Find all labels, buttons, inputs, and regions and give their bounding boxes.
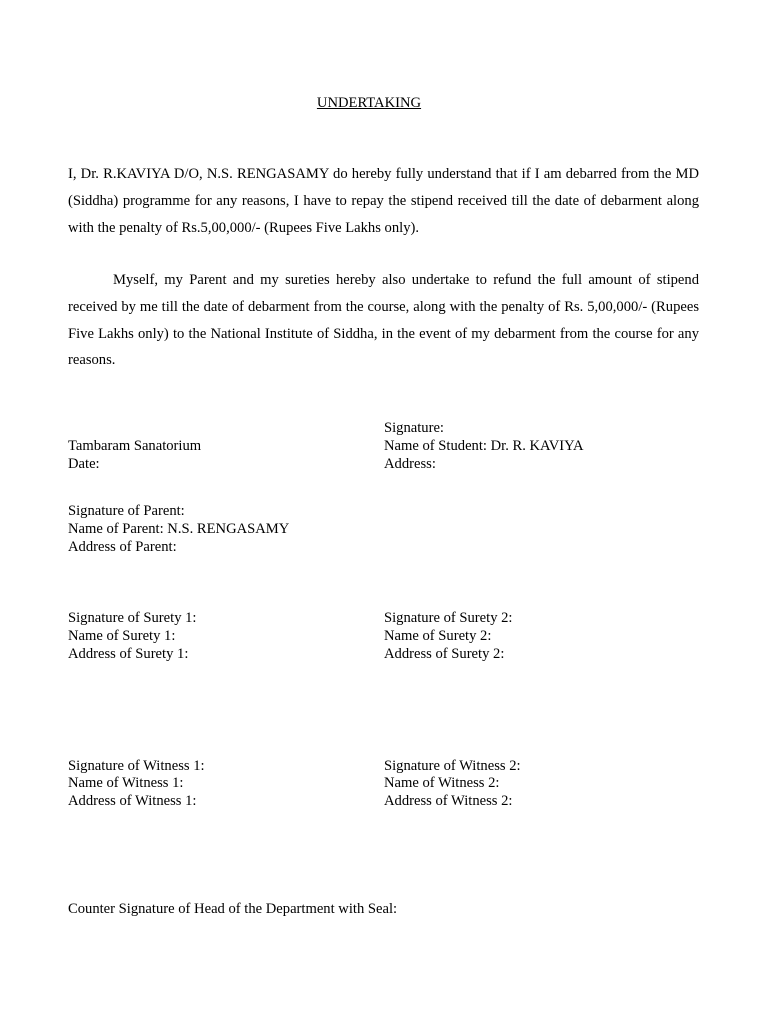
student-name-line: Name of Student: Dr. R. KAVIYA [384, 438, 584, 454]
surety-1-signature-label: Signature of Surety 1: [68, 610, 197, 626]
witness-2-name-label: Name of Witness 2: [384, 775, 500, 791]
parent-address-label: Address of Parent: [68, 539, 177, 555]
witness-2-signature-label: Signature of Witness 2: [384, 758, 521, 774]
undertaking-paragraph-1: I, Dr. R.KAVIYA D/O, N.S. RENGASAMY do hereby fully understand that if I am debarred from the MD (Siddha) programme for any reasons, I have to repay the stipend received till the date of debarment along with the penalty of Rs.5,00,000/- (Rupees Five Lakhs only). [68, 166, 699, 236]
witness-1-signature-label: Signature of Witness 1: [68, 758, 205, 774]
undertaking-paragraph-2: Myself, my Parent and my sureties hereby also undertake to refund the full amount of stipend received by me till the date of debarment from the course, along with the penalty of Rs. 5,00,000/- (Rupees Five Lakhs only) to the National Institute of Siddha, in the event of my debarment from the course for any reasons. [68, 272, 699, 369]
witness-2-address-label: Address of Witness 2: [384, 793, 513, 809]
student-signature-label: Signature: [384, 420, 444, 436]
surety-1-name-label: Name of Surety 1: [68, 628, 176, 644]
parent-name-line: Name of Parent: N.S. RENGASAMY [68, 521, 290, 537]
witness-1-name-label: Name of Witness 1: [68, 775, 184, 791]
witness-1-address-label: Address of Witness 1: [68, 793, 197, 809]
surety-1-address-label: Address of Surety 1: [68, 646, 189, 662]
document-title: UNDERTAKING [316, 95, 422, 111]
date-label: Date: [68, 456, 100, 472]
parent-signature-label: Signature of Parent: [68, 503, 185, 519]
student-address-label: Address: [384, 456, 436, 472]
place-text: Tambaram Sanatorium [68, 438, 202, 454]
surety-2-name-label: Name of Surety 2: [384, 628, 492, 644]
counter-signature-label: Counter Signature of Head of the Department with Seal: [68, 901, 398, 917]
surety-2-signature-label: Signature of Surety 2: [384, 610, 513, 626]
surety-2-address-label: Address of Surety 2: [384, 646, 505, 662]
